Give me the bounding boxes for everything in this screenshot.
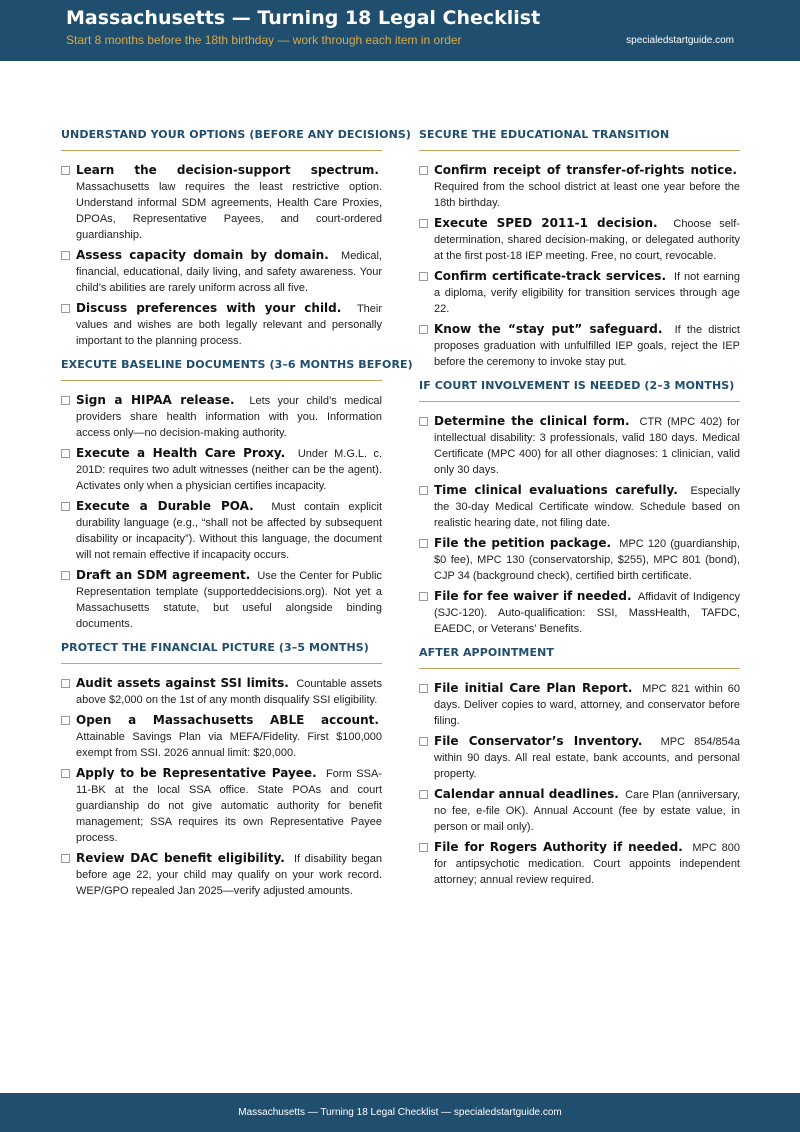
checkbox-icon[interactable] [419,325,428,334]
checkbox-icon[interactable] [419,843,428,852]
checkbox-icon[interactable] [419,219,428,228]
item-lead: Discuss preferences with your child. [76,301,342,315]
checkbox-icon[interactable] [61,251,70,260]
page-header [0,0,800,61]
section-title: SECURE THE EDUCATIONAL TRANSITION [419,128,740,151]
item-lead: Confirm certificate-track services. [434,269,667,283]
right-column [419,128,740,897]
page-title: Massachusetts — Turning 18 Legal Checklist [66,7,541,29]
checkbox-icon[interactable] [61,449,70,458]
item-text: MPC 800 for antipsychotic medication. Court appoints independent attorney; annual review required. [434,842,740,886]
checklist-item [419,733,740,782]
item-text: Countable assets above $2,000 on the 1st of any month disqualify SSI eligibility. [76,678,382,706]
checklist-item [61,712,382,761]
item-lead: Learn the decision-support spectrum. [76,163,379,177]
section-title: PROTECT THE FINANCIAL PICTURE (3–5 MONTHS) [61,641,382,664]
checkbox-icon[interactable] [61,571,70,580]
item-lead: Audit assets against SSI limits. [76,676,289,690]
checkbox-icon[interactable] [419,539,428,548]
item-lead: Draft an SDM agreement. [76,568,251,582]
checkbox-icon[interactable] [61,502,70,511]
item-text: Especially the 30-day Medical Certificate window. Schedule based on realistic hearing date, not filing date. [434,485,740,529]
checklist-item [419,413,740,478]
checklist-section [419,128,740,370]
item-text: Use the Center for Public Representation template (supporteddecisions.org). Not yet a Massachusetts statute, but useful alongside binding documents. [76,570,382,630]
checklist-item [61,247,382,296]
checklist-item [61,162,382,243]
item-lead: Confirm receipt of transfer-of-rights notice. [434,163,737,177]
item-lead: File for Rogers Authority if needed. [434,840,683,854]
item-text: CTR (MPC 402) for intellectual disability: 3 professionals, valid 180 days. Medical Certificate (MPC 400) for all other diagnoses: 1 clinician, valid only 30 days. [434,416,740,476]
section-title: IF COURT INVOLVEMENT IS NEEDED (2–3 MONTHS) [419,379,740,402]
checklist-item [61,850,382,899]
item-lead: Apply to be Representative Payee. [76,766,317,780]
item-text: Their values and wishes are both legally relevant and personally important to the planning process. [76,303,382,347]
item-text: Care Plan (anniversary, no fee, e-file OK). Annual Account (fee by estate value, in person or mail only). [434,789,740,833]
checkbox-icon[interactable] [61,304,70,313]
item-text: MPC 120 (guardianship, $0 fee), MPC 130 (conservatorship, $255), MPC 801 (bond), CJP 34 (background check), certified birth certificate. [434,538,740,582]
item-lead: Execute a Health Care Proxy. [76,446,286,460]
item-lead: File Conservator’s Inventory. [434,734,643,748]
item-text: If disability began before age 22, your child may qualify on your work record. WEP/GPO repealed Jan 2025—verify adjusted amounts. [76,853,382,897]
item-text: Must contain explicit durability language (e.g., “shall not be affected by subsequent disability or incapacity”). Without this language, the document will not remain effective if incapacity occurs. [76,501,383,561]
item-text: If not earning a diploma, verify eligibility for transition services through age 22. [434,271,740,315]
section-title: EXECUTE BASELINE DOCUMENTS (3–6 MONTHS BEFORE) [61,358,382,381]
checkbox-icon[interactable] [419,684,428,693]
checklist-item [61,765,382,846]
checklist-item [61,392,382,441]
item-text: Medical, financial, educational, daily living, and safety awareness. Your child’s abilities are rarely uniform across all five. [76,250,382,294]
site-url[interactable]: specialedstartguide.com [626,35,734,46]
checklist-item [419,482,740,531]
checkbox-icon[interactable] [419,737,428,746]
item-lead: Determine the clinical form. [434,414,630,428]
section-title: AFTER APPOINTMENT [419,646,740,669]
item-text: If the district proposes graduation with unfulfilled IEP goals, reject the IEP before the ceremony to invoke stay put. [434,324,740,368]
checklist-section [61,128,412,349]
checkbox-icon[interactable] [61,716,70,725]
checkbox-icon[interactable] [419,790,428,799]
checkbox-icon[interactable] [419,166,428,175]
checklist-item [419,839,740,888]
checkbox-icon[interactable] [61,166,70,175]
item-text: Lets your child’s medical providers share health information with you. Information access only—no decision-making authority. [76,395,382,439]
item-lead: Calendar annual deadlines. [434,787,619,801]
checkbox-icon[interactable] [419,417,428,426]
item-lead: File the petition package. [434,536,612,550]
checklist-item [61,300,382,349]
left-column [61,128,413,908]
item-lead: Know the “stay put” safeguard. [434,322,663,336]
item-lead: Sign a HIPAA release. [76,393,235,407]
item-lead: File for fee waiver if needed. [434,589,632,603]
item-text: Required from the school district at least one year before the 18th birthday. [434,181,740,209]
checkbox-icon[interactable] [61,854,70,863]
page-footer [0,1093,800,1132]
item-lead: Review DAC benefit eligibility. [76,851,285,865]
item-text: Massachusetts law requires the least restrictive option. Understand informal SDM agreements, Health Care Proxies, DPOAs, Representative Payees, and court-ordered guardianship. [76,181,382,241]
checklist-item [419,268,740,317]
checklist-item [419,215,740,264]
checkbox-icon[interactable] [61,396,70,405]
checkbox-icon[interactable] [419,272,428,281]
item-text: MPC 821 within 60 days. Deliver copies to ward, attorney, and conservator before filing. [434,683,740,727]
item-lead: Open a Massachusetts ABLE account. [76,713,379,727]
item-lead: Execute a Durable POA. [76,499,254,513]
checklist-item [419,680,740,729]
item-text: MPC 854/854a within 90 days. All real estate, bank accounts, and personal property. [434,736,740,780]
checklist-item [61,445,382,494]
checklist-section [61,358,413,632]
item-text: Under M.G.L. c. 201D: requires two adult witnesses (neither can be the agent). Activates only when a physician certifies incapacity. [76,448,382,492]
footer-text: Massachusetts — Turning 18 Legal Checklist — specialedstartguide.com [238,1107,562,1118]
checklist-item [61,498,382,563]
checklist-item [419,786,740,835]
checklist-section [419,646,740,888]
checkbox-icon[interactable] [419,592,428,601]
checklist-section [61,641,382,899]
section-title: UNDERSTAND YOUR OPTIONS (BEFORE ANY DECISIONS) [61,128,382,151]
item-text: Attainable Savings Plan via MEFA/Fidelity. First $100,000 exempt from SSI. 2026 annual limit: $20,000. [76,731,382,759]
checkbox-icon[interactable] [61,769,70,778]
checklist-item [419,588,740,637]
checklist-item [61,567,382,632]
checkbox-icon[interactable] [419,486,428,495]
item-lead: Execute SPED 2011-1 decision. [434,216,658,230]
item-lead: Assess capacity domain by domain. [76,248,329,262]
checkbox-icon[interactable] [61,679,70,688]
checklist-section [419,379,740,637]
checklist-item [61,675,382,708]
checklist-item [419,162,740,211]
checklist-item [419,535,740,584]
item-lead: Time clinical evaluations carefully. [434,483,678,497]
item-text: Choose self-determination, shared decision-making, or delegated authority at the first post-18 IEP meeting. Free, no court, revocable. [434,218,740,262]
item-text: Form SSA-11-BK at the local SSA office. State POAs and court guardianship do not give automatic authority for benefit management; SSA requires its own Representative Payee process. [76,768,382,844]
item-lead: File initial Care Plan Report. [434,681,633,695]
item-text: Affidavit of Indigency (SJC-120). Auto-qualification: SSI, MassHealth, TAFDC, EAEDC, or Veterans’ Benefits. [434,591,740,635]
checklist-item [419,321,740,370]
page-subtitle: Start 8 months before the 18th birthday — work through each item in order [66,33,462,47]
